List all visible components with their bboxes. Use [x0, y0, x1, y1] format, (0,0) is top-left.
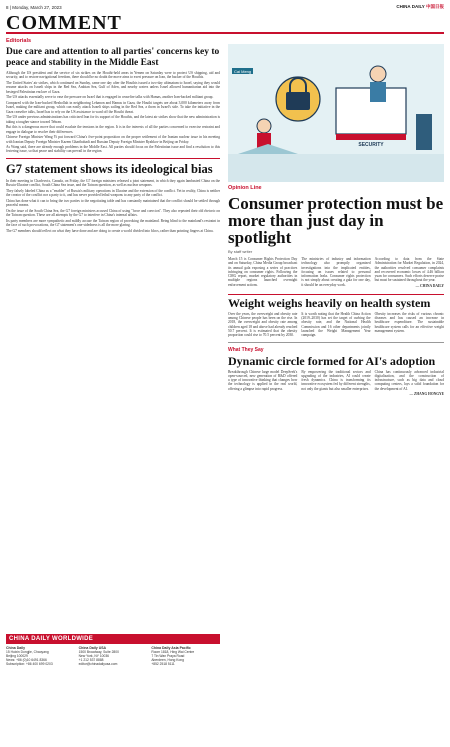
paragraph: Chinese Foreign Minister Wang Yi put forward China's five-point proposition on the proper settlement of the Iranian nuclear issue in his meeting with Iranian Deputy Foreign Minister Kazem Gharibabadi and Russian Deputy Foreign Minister Ryabkov in Beijing on Friday. [6, 135, 220, 144]
page-title: COMMENT [6, 12, 122, 34]
divider [228, 294, 444, 295]
paragraph: China has done what it can to bring the two parties to the negotiating table and has constantly maintained that the conflict should be settled through peaceful means. [6, 198, 220, 208]
footer-col [79, 646, 148, 742]
footer-line: New York, NY 10036 [78, 654, 110, 658]
footer-col [151, 646, 220, 742]
footer-line: Beijing 100029 [6, 654, 28, 658]
paragraph: The ministries of industry and information technology also promptly organized investigations into the implicated entities, focusing on issues related to personal information leaks. Consumer rights protection is not simply about creating a gala for one day, it should be an everyday work. [301, 257, 371, 287]
paragraph: Although the US president and the service of six strikes on the Houthi-held areas in Yemen on Saturday were to protect US shipping, aid and security, and to restore navigational freedom, there should be no doubt the move aims to exert pressure on Iran, the backer of the Houthis. [6, 71, 220, 80]
paragraph: China has continuously advanced industrial digitalization, and the construction of infrastructure, such as big data and cloud computing centers, lays a solid foundation for the development of AI. [374, 369, 444, 391]
byline: By staff writer [228, 249, 253, 254]
dynamic-body [228, 370, 444, 399]
illustrator-credit: Cai Meng [234, 68, 252, 74]
paragraph: Its party members are more sympathetic and mildly accuse the Taiwan region of provoking the mainland. Being blind to the mainland's restraint in the face of such provocations, the G7 statement's one-sidedness is all the more glaring. [6, 218, 220, 228]
footer-line: News: +86 (0)10 6491 8366 [6, 658, 47, 662]
illustration-art [228, 44, 444, 182]
security-sign: SECURITY [358, 142, 384, 148]
footer-line: +1 212 537 8888 [78, 658, 104, 662]
footer-col-title: China Daily Asia Pacific [151, 646, 191, 650]
section-label-editorials: Editorials [6, 38, 32, 44]
divider [228, 342, 444, 343]
editorial-body-1 [6, 71, 220, 154]
paragraph: Breakthrough Chinese large model DeepSeek's open-sourced, new generation of R&D offered a type of innovative thinking that changes how the technology is applied in the real world, offering a glimpse into rapid progress. [228, 369, 298, 391]
footer-line: 1500 Broadway, Suite 2800 [78, 650, 119, 654]
footer-banner [6, 634, 220, 644]
weight-headline: Weight weighs heavily on health system [228, 295, 431, 310]
paragraph: According to data from the State Administration for Market Regulation, in 2024, the authorities resolved consumer complaints and recovered economic losses of 4.46 billion yuan for consumers. Such efforts deserve praise but must be sustained throughout the year. [374, 257, 444, 283]
divider [6, 158, 220, 159]
footer-line: +852 2518 5111 [151, 662, 175, 666]
footer-contacts [6, 646, 220, 742]
footer-line: Room 1818, Hing Wai Centre [151, 650, 195, 654]
dynamic-col-3 [375, 370, 444, 399]
editorial-body-2 [6, 179, 220, 233]
paragraph: On the issue of the South China Sea, the G7 foreign ministers accused China of using "force and coercion". They also repeated their old rhetoric on the Taiwan question. These are all attempts by the G7 to interfere in China's internal affairs. [6, 208, 220, 218]
footer-col-title: China Daily [6, 646, 26, 650]
paragraph: It is worth noting that the Health China Action (2019–2030) has set the target of curbing the obesity rate, and the National Health Commission and 16 other departments jointly launched the Weight Management Year campaign. [301, 311, 371, 338]
footer-banner-title: CHINA DAILY WORLDWIDE [9, 636, 94, 642]
right-column [228, 38, 444, 747]
footer-col [6, 646, 75, 742]
paragraph: But this is a dangerous move that could escalate the tensions in the region. It is in the interests of all the parties concerned to exercise restraint and engage in dialogue to resolve their differences. [6, 125, 220, 134]
page-info: 8 | Monday, March 27, 2023 [6, 4, 62, 10]
footer-line: Aberdeen, Hong Kong [151, 658, 184, 662]
opinion-body [228, 257, 444, 290]
footer-line: 7 Tin Wan Praya Road [151, 654, 185, 658]
paragraph: March 15 is Consumer Rights Protection Day and on Saturday, China Media Group broadcast its annual gala exposing a series of practices infringing on consumer rights. Following the CMG report, market regulatory authorities in multiple regions launched overnight enforcement actions. [228, 257, 298, 287]
credit: — ZHANG HONGYE [409, 392, 444, 397]
cartoon-illustration [228, 44, 444, 182]
brand-name: CHINA DAILY 中国日报 [396, 4, 444, 9]
footer-col-title: China Daily USA [78, 646, 107, 650]
masthead [6, 12, 444, 34]
paragraph: The US attacks essentially serve to ease the pressure on Israel that is engaged in ceasefire talks with Hamas, another Iran-backed militant group. [6, 95, 214, 100]
paragraph: By empowering the traditional sectors and upgrading of the industries, AI could create fresh dynamics. China is transforming its innovative ecosystem fed by different strengths, not only the giants but also smaller enterprises. [301, 369, 371, 391]
footer-line: 15 Huixin Dongjie, Chaoyang [6, 650, 49, 654]
paragraph: They falsely labeled China as a "enabler" of Russia's military operations in Ukraine and the extension of the conflict. Yet in reality, China is neither the creator of the conflict nor a party to it, and has never provided lethal weapons to any party of the conflict. [6, 188, 220, 198]
paragraph: As Wang said, there are already enough problems in the Middle East. All parties should focus on the Palestinian issue and find a resolution to this festering issue, so that peace and stability can prevail in the region. [6, 145, 220, 154]
opinion-col-3 [375, 257, 444, 290]
paragraph: The United States' air strikes, which continued on Sunday, came one day after the Houthis issued a two-day ultimatum to Israel, saying they would resume attacks on Israeli ships in the Red Sea, Arabian Sea, Gulf of Aden, and nearby waters unless Israel allowed humanitarian aid into the besieged Palestinian enclave of Gaza. [6, 80, 220, 94]
paragraph: In their meeting in Charlevoix, Canada, on Friday, the G7 foreign ministers released a joint statement, in which they again lambasted China on the Russia-Ukraine conflict, South China Sea issue, and the Taiwan question, as well as nuclear weapons. [6, 178, 220, 188]
paragraph: The US under previous administrations has criticized Iran for its support of the Houthis, and the latest air strikes show that the new administration is taking a tougher stance toward Tehran. [6, 115, 220, 124]
editorial-headline-2: G7 statement shows its ideological bias [6, 161, 213, 176]
editorial-headline-1: Due care and attention to all parties' concerns key to peace and stability in the Middle East [6, 47, 220, 68]
top-info-bar [6, 3, 444, 11]
paragraph: Over the years, the overweight and obesity rate among Chinese people has been on the rise. In 2018, the overweight and obesity rate among children aged 18 and above had already reached 50.7 percent. It is estimated that the obesity proportion could rise to 70.5 percent by 2030. [228, 311, 298, 338]
weight-body [228, 312, 444, 339]
paragraph: Compared with the Iran-backed Hezbollah in neighboring Lebanon and Hamas in Gaza, the Houthi targets are about 3,000 kilometers away from Israel, making the militant group, which can easily attack Israeli ships sailing in the Red Sea, a thorn in Israel's side. To take the initiative in the Gaza ceasefire talks, Israel has to rely on the US assistance to ward off the Houthi threat. [6, 100, 220, 114]
dynamic-headline: Dynamic circle formed for AI's adoption [228, 353, 436, 368]
opinion-headline: Consumer protection must be more than just day in spotlight [228, 194, 444, 247]
footer-line: editor@chinadailyusa.com [78, 662, 118, 666]
section-label-what-they-say: What They Say [228, 346, 264, 353]
section-label-opinion: Opinion Line [228, 185, 262, 191]
paragraph: Obesity increases the risks of various chronic diseases and has caused an increase in healthcare expenditure. The sustainable healthcare system calls for an effective weight management system. [374, 311, 444, 334]
credit: — CHINA DAILY [415, 284, 444, 289]
footer-line: Subscription: +86 400 699 0203 [6, 662, 53, 666]
paragraph: The G7 members should reflect on what they have done and are doing to create a world divided into blocs, rather than pointing fingers at China. [6, 228, 214, 233]
